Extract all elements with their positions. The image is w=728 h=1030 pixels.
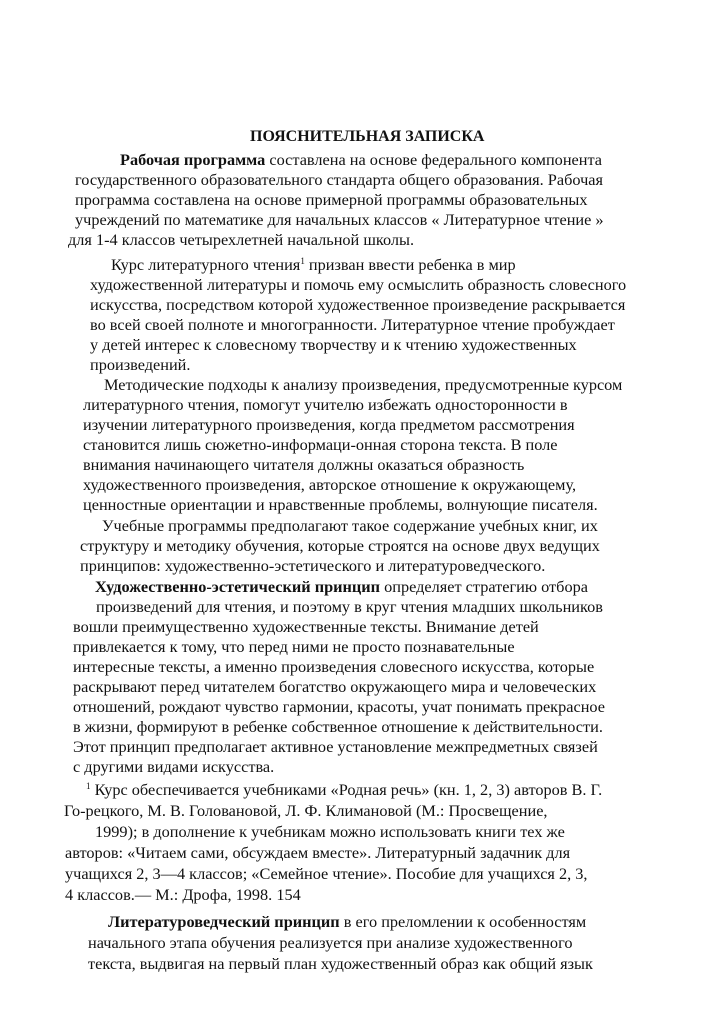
course-line: художественной литературы и помочь ему осмыслить образность словесного [90,275,627,294]
intro-line: государственного образовательного стандарта общего образования. Рабочая [75,170,603,189]
methods-line: Методические подходы к анализу произведения, предусмотренные курсом [104,375,623,394]
aesthetic-line: произведений для чтения, и поэтому в круг чтения младших школьников [96,597,603,616]
course-line: во всей своей полноте и многогранности. Литературное чтение пробуждает [90,315,615,334]
intro-line: программа составлена на основе примерной программы образовательных [75,190,588,209]
methods-line: художественного произведения, авторское отношение к окружающему, [83,475,577,494]
methods-line: изучении литературного произведения, когда предметом рассмотрения [83,415,575,434]
literary-lead-rest: в его преломлении к особенностям [339,912,587,931]
methods-line: ценностные ориентации и нравственные проблемы, волнующие писателя. [83,495,598,514]
literary-line: начального этапа обучения реализуется при анализе художественного [88,933,573,952]
literary-first-line [108,912,586,932]
footnote-line: авторов: «Читаем сами, обсуждаем вместе». Литературный задачник для [65,843,571,862]
aesthetic-line: в жизни, формируют в ребенке собственное отношение к действительности. [73,717,603,736]
course-text-a: Курс литературного чтения [111,255,301,274]
course-first-line [111,255,516,275]
footnote-reference: 1 [300,256,305,266]
footnote-first-line [86,780,602,800]
footnote-mark: 1 [86,781,91,791]
aesthetic-lead-bold: Художественно-эстетический принцип [95,577,381,596]
footnote-text: Курс обеспечивается учебниками «Родная речь» (кн. 1, 2, 3) авторов В. Г. [90,780,603,799]
intro-first-line [120,150,602,170]
programs-line: принципов: художественно-эстетического и литературоведческого. [80,556,546,575]
methods-line: внимания начинающего читателя должны оказаться образность [83,455,525,474]
intro-line: учреждений по математике для начальных классов « Литературное чтение » [75,210,604,229]
methods-line: литературного чтения, помогут учителю избежать односторонности в [83,395,568,414]
intro-lead-bold: Рабочая программа [120,150,266,169]
course-line: искусства, посредством которой художественное произведение раскрывается [90,295,626,314]
programs-line: структуру и методику обучения, которые строятся на основе двух ведущих [80,536,600,555]
course-line: у детей интерес к словесному творчеству и к чтению художественных [90,335,577,354]
page-title: ПОЯСНИТЕЛЬНАЯ ЗАПИСКА [250,128,485,145]
course-text-b: призван ввести ребенка в мир [304,255,516,274]
aesthetic-line: Этот принцип предполагает активное установление межпредметных связей [73,737,598,756]
footnote-line: 4 классов.— М.: Дрофа, 1998. 154 [65,885,301,904]
aesthetic-line: привлекается к тому, что перед ними не просто познавательные [73,637,515,656]
intro-lead-rest: составлена на основе федерального компонента [265,150,603,169]
aesthetic-line: интересные тексты, а именно произведения словесного искусства, которые [73,657,595,676]
footnote-line: 1999); в дополнение к учебникам можно использовать книги тех же [95,822,565,841]
aesthetic-first-line [95,577,588,597]
aesthetic-lead-rest: определяет стратегию отбора [380,577,588,596]
course-line: произведений. [90,355,191,374]
aesthetic-line: отношений, рождают чувство гармонии, красоты, учат понимать прекрасное [73,697,605,716]
aesthetic-line: раскрывают перед читателем богатство окружающего мира и человеческих [73,677,597,696]
footnote-line: Го-рецкого, М. В. Головановой, Л. Ф. Климановой (М.: Просвещение, [64,801,548,820]
intro-line: для 1-4 классов четырехлетней начальной школы. [68,230,415,249]
methods-line: становится лишь сюжетно-информаци-онная сторона текста. В поле [83,435,558,454]
programs-line: Учебные программы предполагают такое содержание учебных книг, их [102,516,598,535]
footnote-line: учащихся 2, 3—4 классов; «Семейное чтение». Пособие для учащихся 2, 3, [65,864,588,883]
aesthetic-line: с другими видами искусства. [73,757,275,776]
literary-lead-bold: Литературоведческий принцип [108,912,340,931]
literary-line: текста, выдвигая на первый план художественный образ как общий язык [88,954,593,973]
aesthetic-line: вошли преимущественно художественные тексты. Внимание детей [73,617,539,636]
